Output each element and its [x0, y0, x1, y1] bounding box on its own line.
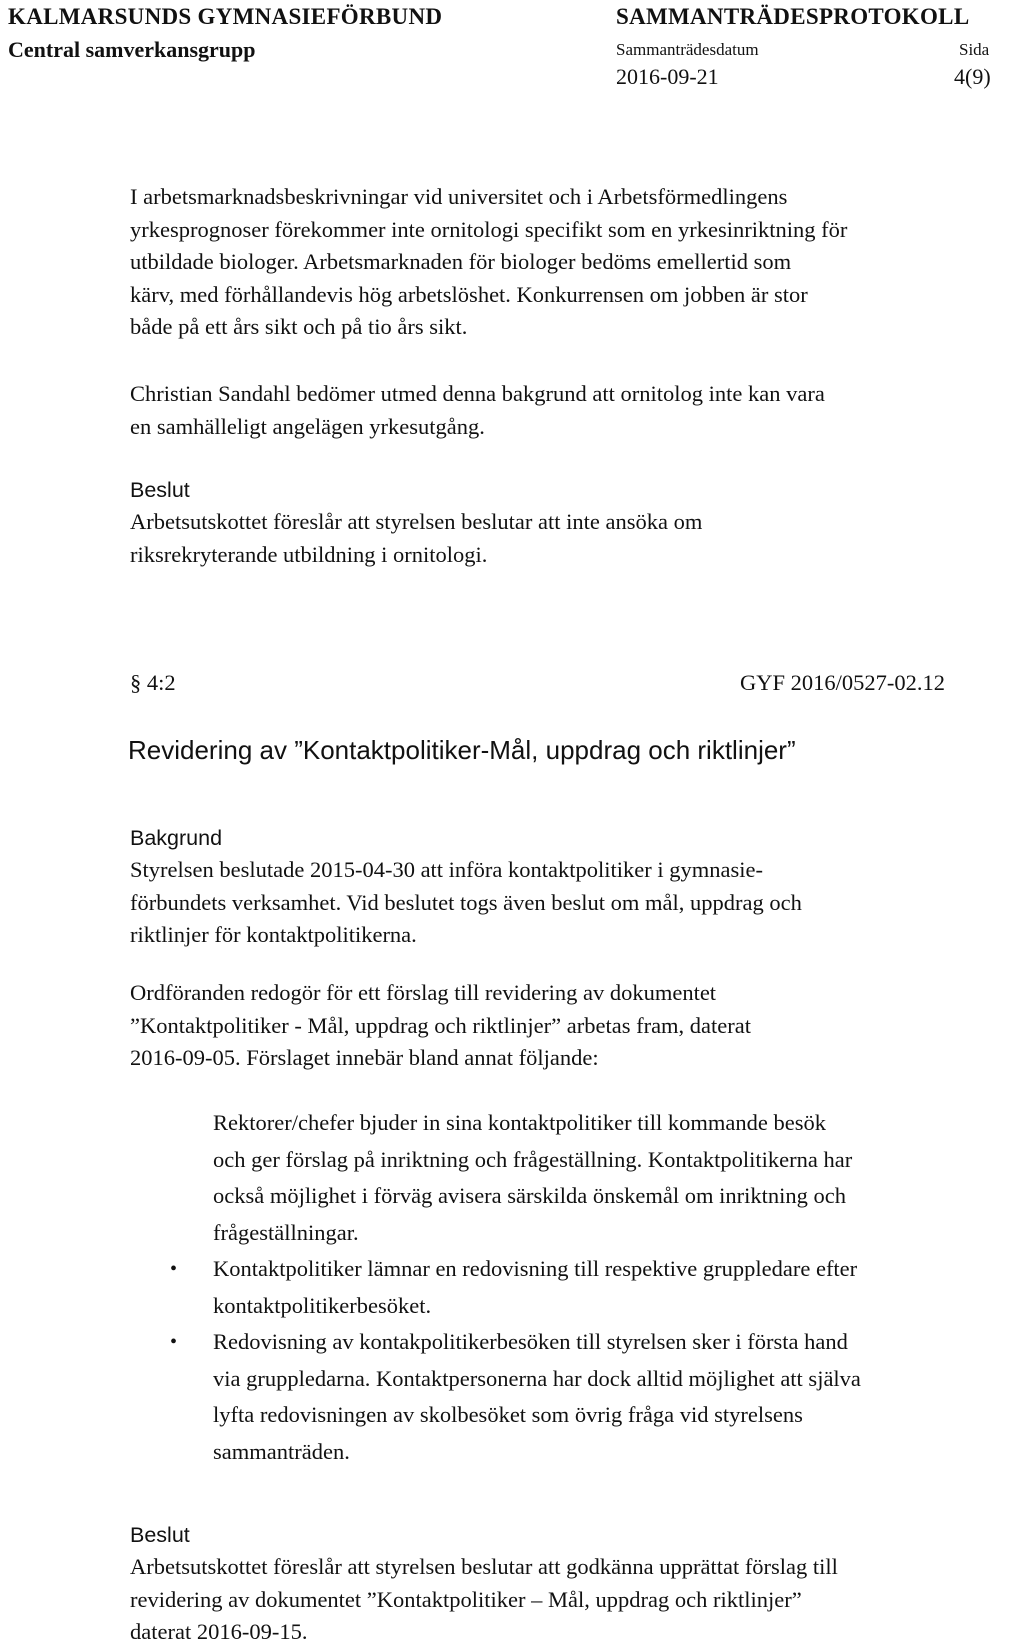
text-line: ”Kontaktpolitiker - Mål, uppdrag och riktlinjer” arbetas fram, daterat [130, 1012, 752, 1038]
text-line: sammanträden. [213, 1438, 350, 1464]
text-line: Christian Sandahl bedömer utmed denna bakgrund att ornitolog inte kan vara [130, 381, 825, 406]
text-line: revidering av dokumentet ”Kontaktpolitiker – Mål, uppdrag och riktlinjer” [130, 1586, 802, 1612]
text-line: förbundets verksamhet. Vid beslutet togs även beslut om mål, uppdrag och [130, 889, 802, 915]
decision-heading: Beslut [130, 478, 190, 502]
text-line: • Kontaktpolitiker lämnar en redovisning till respektive gruppledare efter [213, 1256, 858, 1281]
text-line: Arbetsutskottet föreslår att styrelsen beslutar att godkänna upprättat förslag till [130, 1554, 838, 1579]
list-item [170, 1105, 1020, 1251]
background-heading: Bakgrund [130, 826, 223, 850]
text-line: Rektorer/chefer bjuder in sina kontaktpolitiker till kommande besök [213, 1110, 826, 1135]
text-line: yrkesprognoser förekommer inte ornitologi specifikt som en yrkesinriktning för [130, 216, 848, 242]
paragraph-labor-market [130, 181, 1010, 344]
decision-text [130, 506, 1010, 571]
group-name: Central samverkansgrupp [8, 37, 256, 62]
decision-heading: Beslut [130, 1523, 190, 1547]
proposal-paragraph [130, 977, 1010, 1075]
text-line: Styrelsen beslutade 2015-04-30 att införa kontaktpolitiker i gymnasie- [130, 857, 763, 882]
section-number: § 4:2 [130, 670, 176, 695]
text-line: och ger förslag på inriktning och frågeställning. Kontaktpolitikerna har [213, 1146, 853, 1172]
text-line: utbildade biologer. Arbetsmarknaden för biologer bedöms emellertid som [130, 249, 792, 274]
text-line: riktlinjer för kontaktpolitikerna. [130, 922, 417, 947]
text-line: kontaktpolitikerbesöket. [213, 1292, 432, 1318]
text-line: både på ett års sikt och på tio års sikt. [130, 314, 468, 339]
text-line: också möjlighet i förväg avisera särskilda önskemål om inriktning och [213, 1183, 846, 1208]
page-label: Sida [959, 40, 990, 59]
text-line: • Redovisning av kontakpolitikerbesöken till styrelsen sker i första hand [213, 1329, 848, 1354]
text-line: Ordföranden redogör för ett förslag till revidering av dokumentet [130, 980, 717, 1005]
text-line: en samhälleligt angelägen yrkesutgång. [130, 413, 485, 439]
text-line: daterat 2016-09-15. [130, 1619, 308, 1644]
document-type: SAMMANTRÄDESPROTOKOLL [616, 4, 970, 29]
text-line: riksrekryterande utbildning i ornitologi. [130, 541, 488, 567]
text-line: I arbetsmarknadsbeskrivningar vid universitet och i Arbetsförmedlingens [130, 184, 788, 209]
text-line: 2016-09-05. Förslaget innebär bland annat följande: [130, 1045, 599, 1070]
list-item [170, 1324, 1020, 1470]
text-line: frågeställningar. [213, 1219, 359, 1245]
meeting-date-label: Sammanträdesdatum [616, 40, 759, 59]
background-text [130, 854, 1010, 952]
organization-name: KALMARSUNDS GYMNASIEFÖRBUND [8, 4, 443, 29]
decision-text [130, 1551, 1010, 1649]
page-number: 4(9) [954, 64, 991, 89]
proposal-list [170, 1105, 1020, 1470]
paragraph-assessment [130, 378, 1010, 443]
text-line: Arbetsutskottet föreslår att styrelsen beslutar att inte ansöka om [130, 509, 703, 534]
case-number: GYF 2016/0527-02.12 [740, 670, 946, 695]
list-item [170, 1251, 1020, 1324]
text-line: lyfta redovisningen av skolbesöket som övrig fråga vid styrelsens [213, 1402, 803, 1427]
meeting-date: 2016-09-21 [616, 64, 719, 89]
text-line: via gruppledarna. Kontaktpersonerna har dock alltid möjlighet att själva [213, 1365, 861, 1391]
item-title: Revidering av ”Kontaktpolitiker-Mål, uppdrag och riktlinjer” [128, 735, 796, 765]
text-line: kärv, med förhållandevis hög arbetslöshet. Konkurrensen om jobben är stor [130, 281, 808, 307]
